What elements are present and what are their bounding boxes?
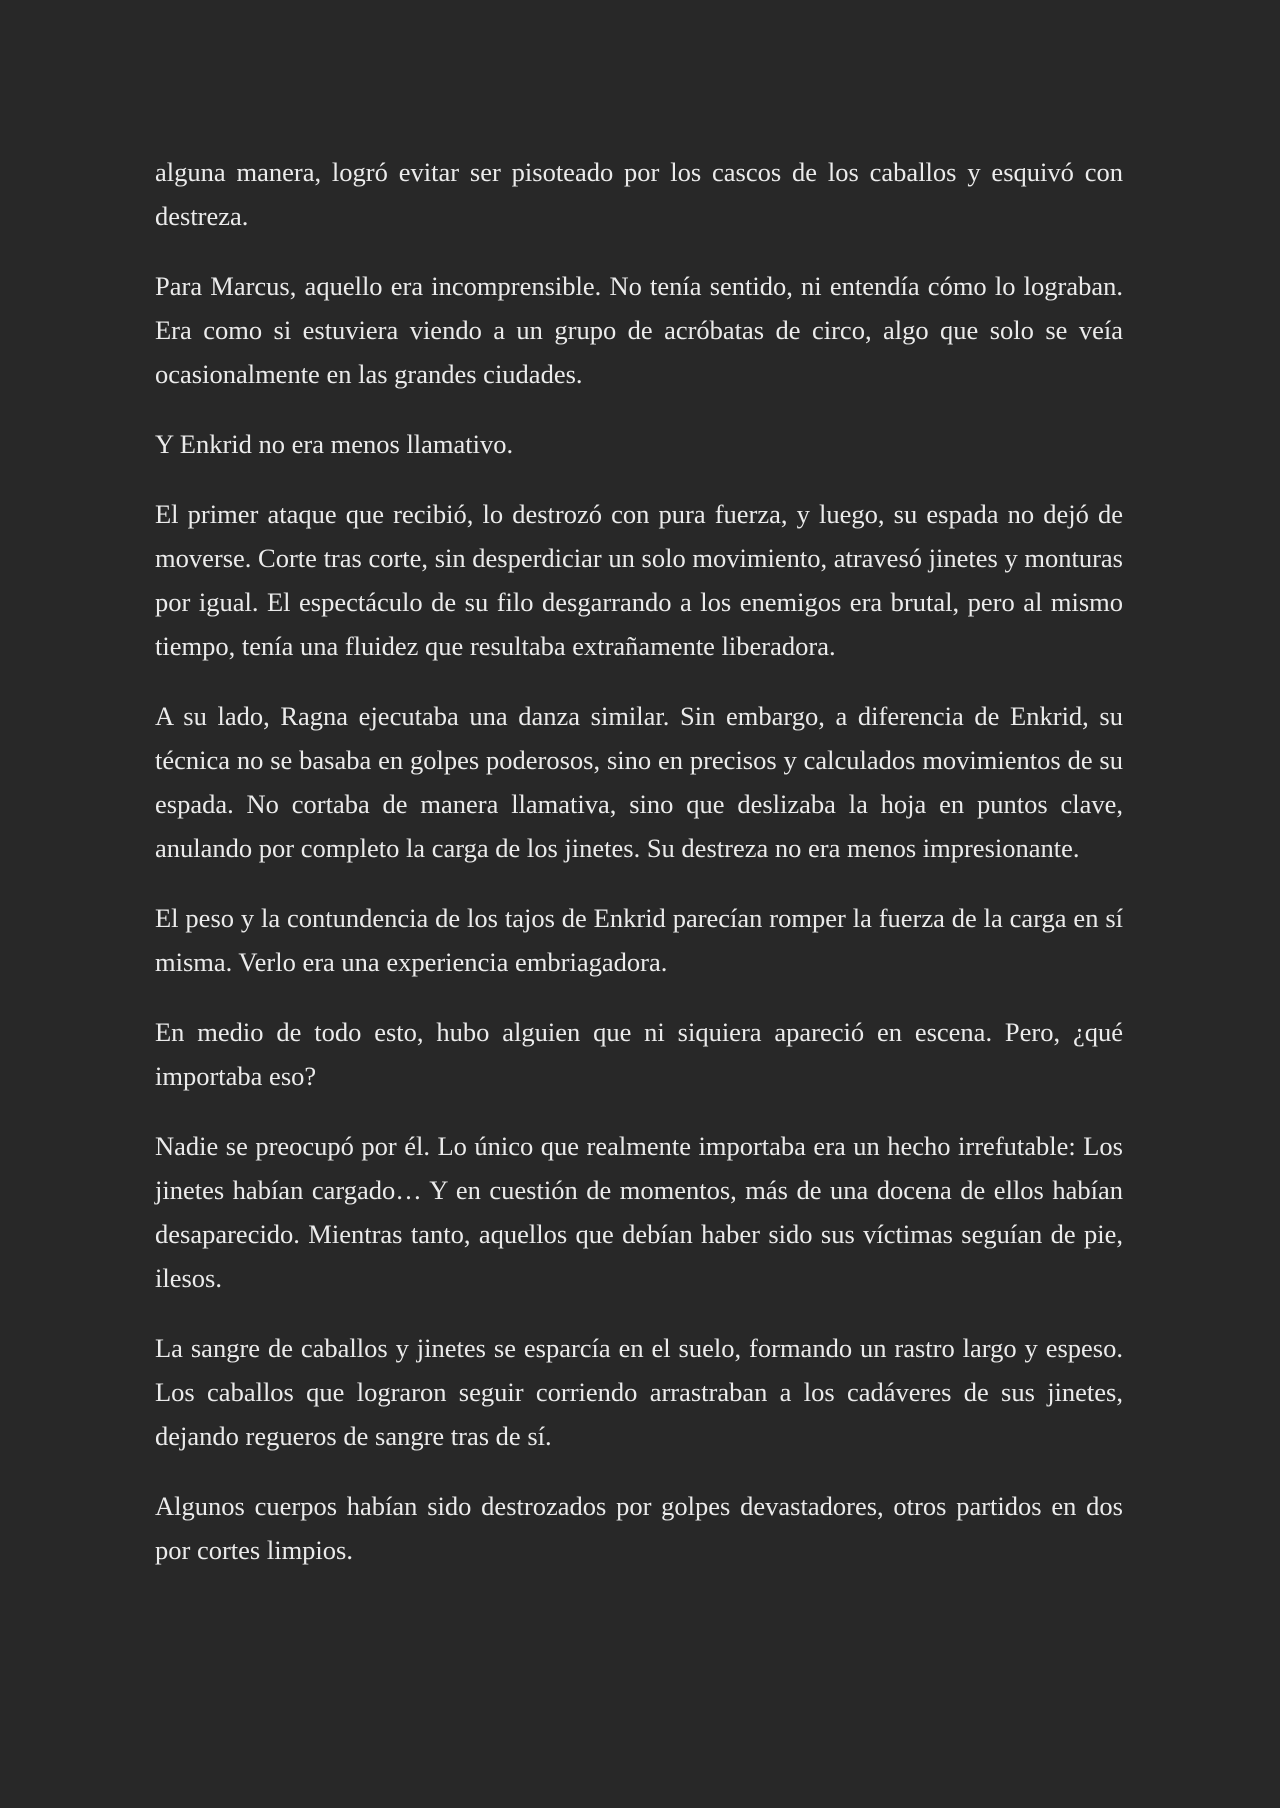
paragraph: El primer ataque que recibió, lo destrozó con pura fuerza, y luego, su espada no dejó de moverse. Corte tras corte, sin desperdiciar un solo movimiento, atravesó jinetes y monturas por igual. El espectáculo de su filo desgarrando a los enemigos era brutal, pero al mismo tiempo, tenía una fluidez que resultaba extrañamente liberadora. [155,499,1123,661]
paragraph: alguna manera, logró evitar ser pisoteado por los cascos de los caballos y esquivó con destreza. [155,157,1123,231]
paragraph: El peso y la contundencia de los tajos de Enkrid parecían romper la fuerza de la carga en sí misma. Verlo era una experiencia embriagadora. [155,903,1123,977]
paragraph: Y Enkrid no era menos llamativo. [155,429,514,459]
paragraph: En medio de todo esto, hubo alguien que ni siquiera apareció en escena. Pero, ¿qué importaba eso? [155,1017,1123,1091]
paragraph: La sangre de caballos y jinetes se esparcía en el suelo, formando un rastro largo y espeso. Los caballos que lograron seguir corriendo arrastraban a los cadáveres de sus jinetes, dejando regueros de sangre tras de sí. [155,1333,1123,1451]
reader-page [155,150,1123,1598]
paragraph: A su lado, Ragna ejecutaba una danza similar. Sin embargo, a diferencia de Enkrid, su técnica no se basaba en golpes poderosos, sino en precisos y calculados movimientos de su espada. No cortaba de manera llamativa, sino que deslizaba la hoja en puntos clave, anulando por completo la carga de los jinetes. Su destreza no era menos impresionante. [155,701,1123,863]
paragraph: Para Marcus, aquello era incomprensible. No tenía sentido, ni entendía cómo lo lograban. Era como si estuviera viendo a un grupo de acróbatas de circo, algo que solo se veía ocasionalmente en las grandes ciudades. [155,271,1123,389]
paragraph: Nadie se preocupó por él. Lo único que realmente importaba era un hecho irrefutable: Los jinetes habían cargado… Y en cuestión de momentos, más de una docena de ellos habían desaparecido. Mientras tanto, aquellos que debían haber sido sus víctimas seguían de pie, ilesos. [155,1131,1123,1293]
paragraph: Algunos cuerpos habían sido destrozados por golpes devastadores, otros partidos en dos por cortes limpios. [155,1491,1123,1565]
